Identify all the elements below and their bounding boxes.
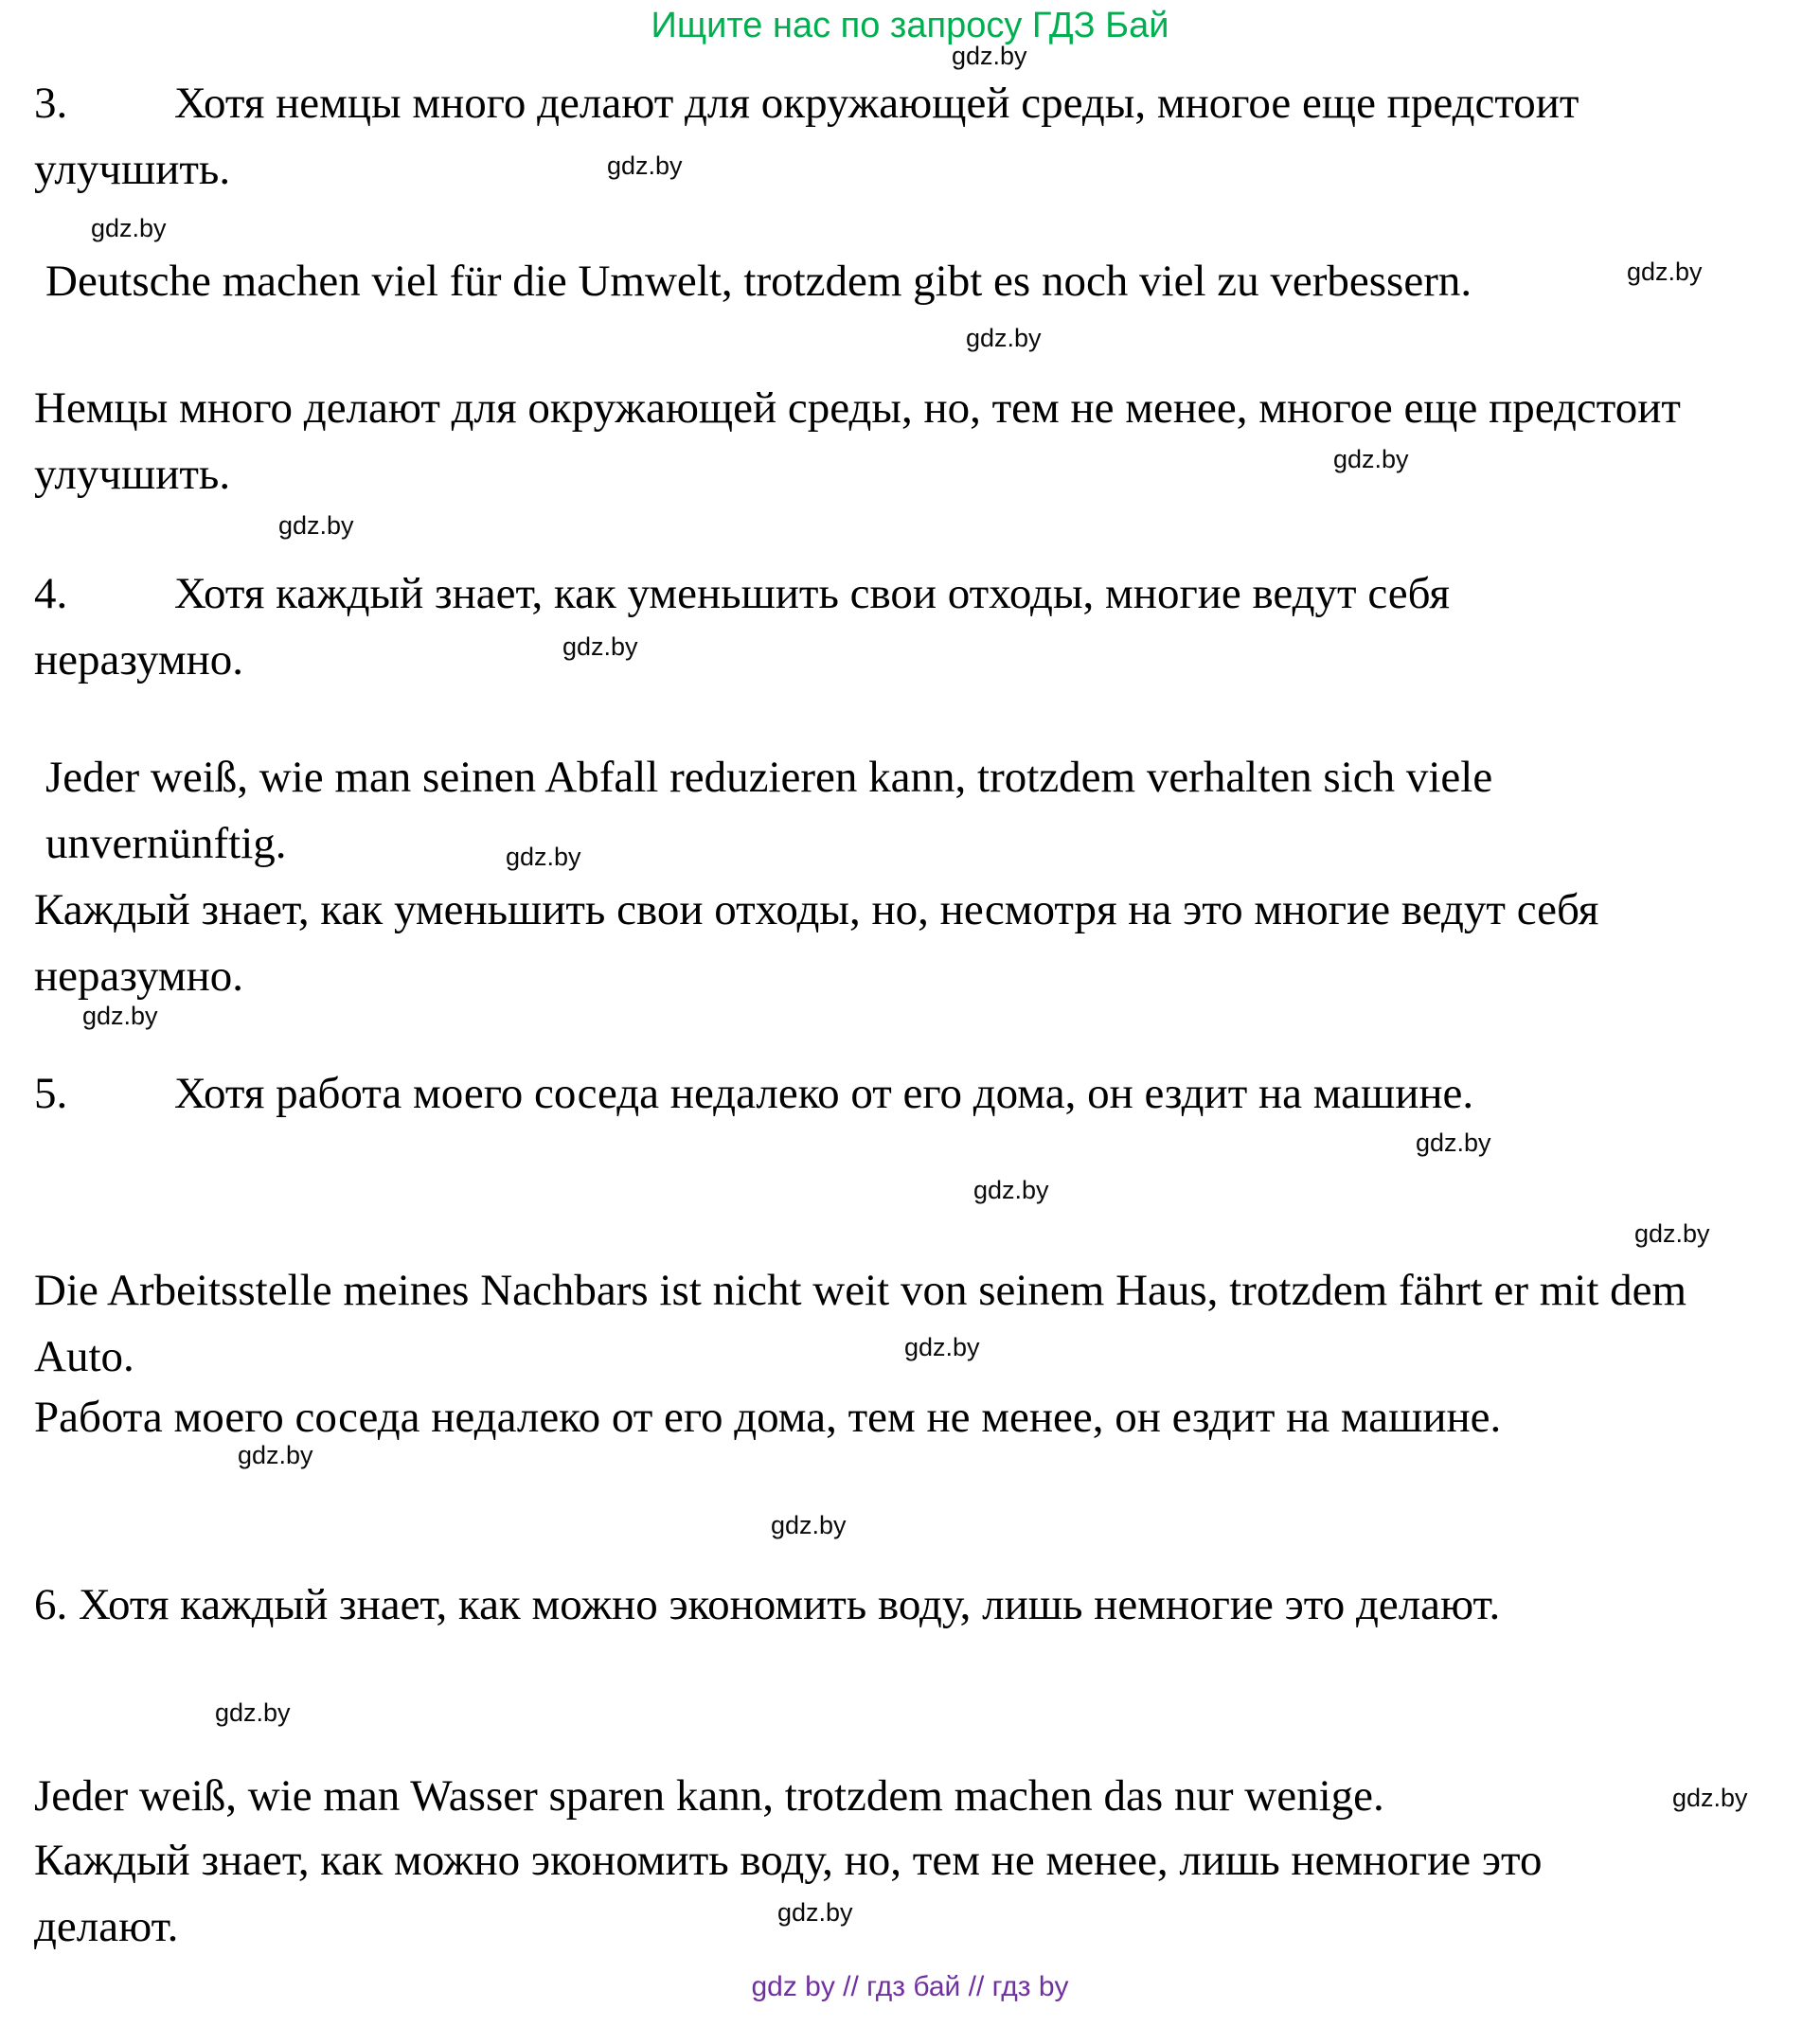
watermark-gdzby: gdz.by <box>278 511 354 540</box>
task-item-5 <box>34 1060 1606 1127</box>
watermark-gdzby: gdz.by <box>562 632 638 661</box>
watermark-gdzby: gdz.by <box>238 1441 313 1469</box>
watermark-gdzby: gdz.by <box>777 1898 853 1927</box>
watermark-gdzby: gdz.by <box>1634 1219 1710 1248</box>
answer-russian-5: Работа моего соседа недалеко от его дома, тем не менее, он ездит на машине. <box>34 1393 1502 1442</box>
task-item-6 <box>34 1572 1739 1638</box>
task-text-ru: Хотя работа моего соседа недалеко от его дома, он ездит на машине. <box>174 1069 1474 1118</box>
watermark-gdzby: gdz.by <box>1416 1129 1491 1157</box>
watermark-gdzby: gdz.by <box>771 1511 847 1539</box>
watermark-gdzby: gdz.by <box>966 324 1042 352</box>
footer-site-links: gdz by // гдз бай // гдз by <box>751 1971 1069 2002</box>
task-text-ru: Хотя немцы много делают для окружающей среды, многое еще предстоит улучшить. <box>34 79 1579 194</box>
answer-german-3: Deutsche machen viel für die Umwelt, trotzdem gibt es noch viel zu verbessern. <box>45 257 1472 306</box>
watermark-gdzby: gdz.by <box>82 1002 158 1030</box>
watermark-gdzby: gdz.by <box>1333 445 1409 473</box>
watermark-gdzby: gdz.by <box>506 843 581 871</box>
task-text-ru: Хотя каждый знает, как уменьшить свои отходы, многие ведут себя неразумно. <box>34 569 1451 684</box>
answer-russian-6: Каждый знает, как можно экономить воду, но, тем не менее, лишь немногие это делают. <box>34 1836 1543 1951</box>
task-item-3 <box>34 70 1682 203</box>
task-text-ru: Хотя каждый знает, как можно экономить воду, лишь немногие это делают. <box>79 1580 1501 1629</box>
task-number: 3. <box>34 79 68 128</box>
watermark-gdzby: gdz.by <box>904 1333 980 1361</box>
answer-russian-3: Немцы много делают для окружающей среды, но, тем не менее, многое еще предстоит улучшить. <box>34 383 1681 499</box>
answer-german-5: Die Arbeitsstelle meines Nachbars ist nicht weit von seinem Haus, trotzdem fährt er mit dem Auto. <box>34 1266 1687 1381</box>
watermark-gdzby: gdz.by <box>607 151 683 180</box>
task-item-4 <box>34 560 1663 693</box>
promo-banner: Ищите нас по запросу ГДЗ Бай <box>651 6 1169 45</box>
answer-german-4: Jeder weiß, wie man seinen Abfall reduzieren kann, trotzdem verhalten sich viele unvernünftig. <box>45 753 1493 868</box>
task-number: 6. <box>34 1580 68 1629</box>
watermark-gdzby: gdz.by <box>91 214 167 242</box>
watermark-gdzby: gdz.by <box>973 1176 1049 1204</box>
watermark-gdzby: gdz.by <box>1672 1784 1748 1812</box>
task-number: 4. <box>34 569 68 618</box>
task-number: 5. <box>34 1069 68 1118</box>
answer-russian-4: Каждый знает, как уменьшить свои отходы, но, несмотря на это многие ведут себя неразумно. <box>34 885 1599 1001</box>
watermark-gdzby: gdz.by <box>215 1698 291 1727</box>
watermark-gdzby: gdz.by <box>1627 258 1703 286</box>
answer-german-6: Jeder weiß, wie man Wasser sparen kann, trotzdem machen das nur wenige. <box>34 1771 1384 1821</box>
watermark-gdzby: gdz.by <box>952 42 1027 70</box>
